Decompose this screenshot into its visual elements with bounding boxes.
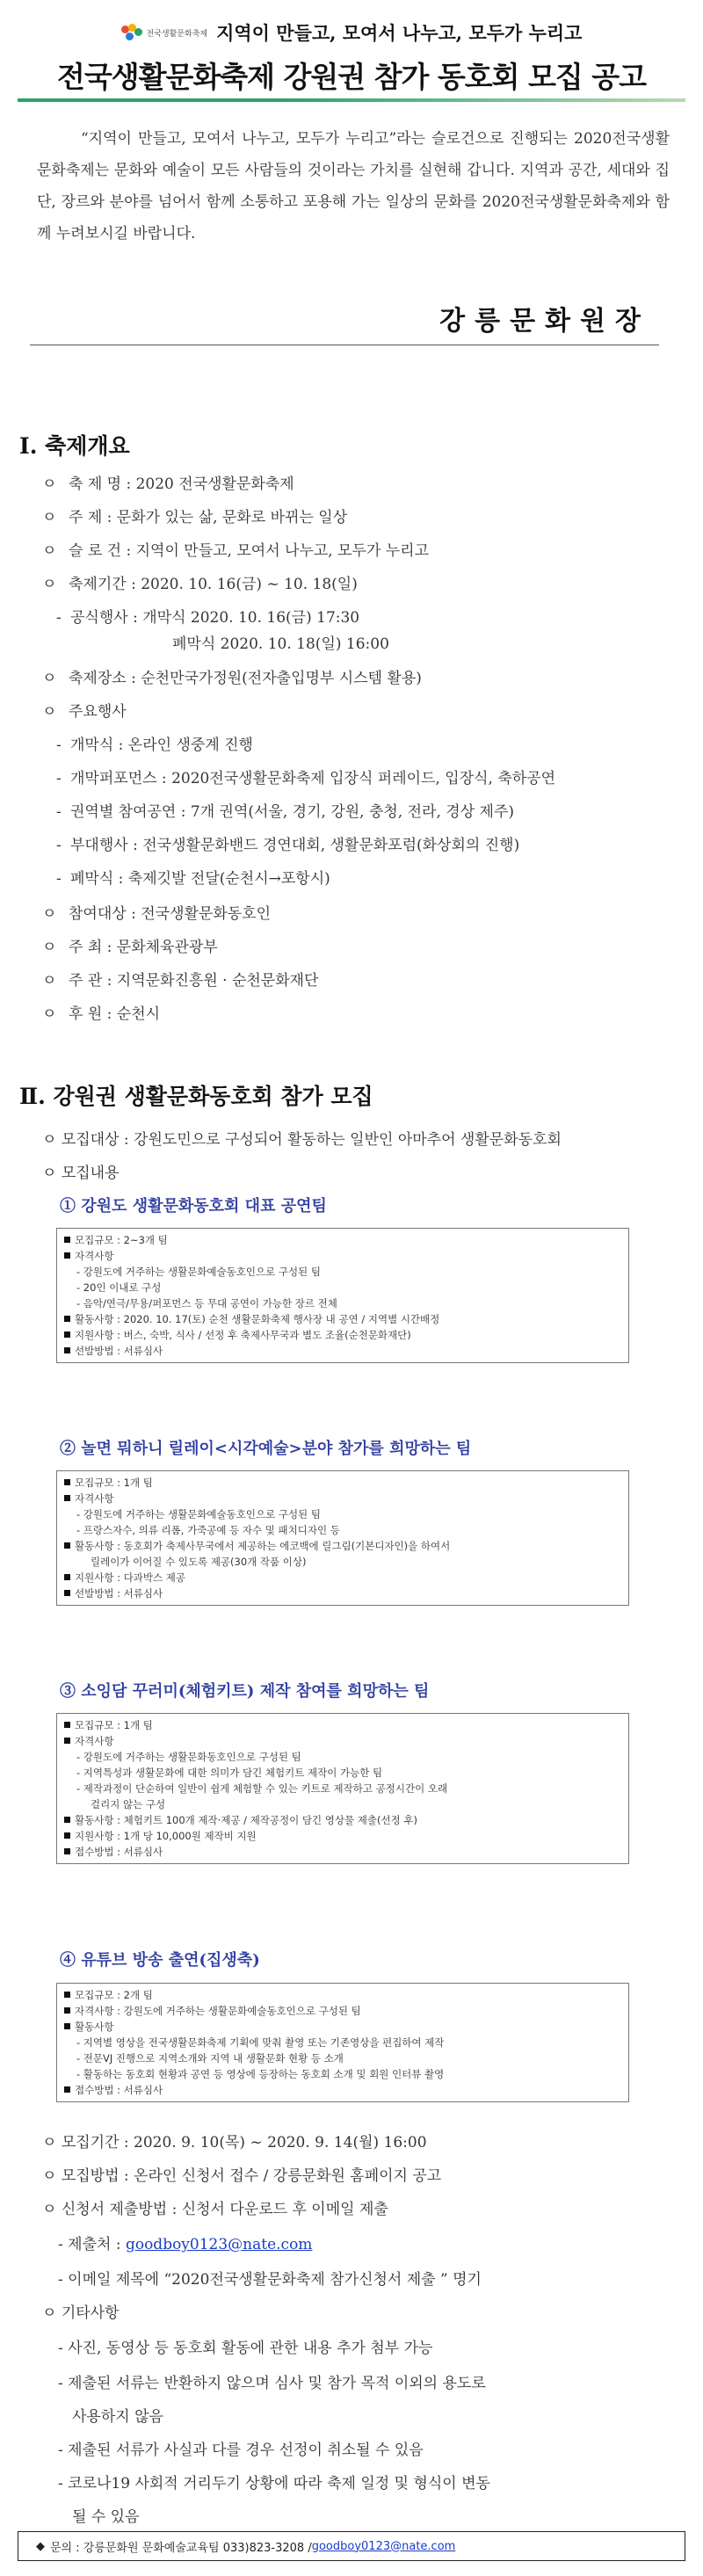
category-detail-row: [64, 1749, 621, 1765]
section-1-item: [42, 968, 318, 990]
section-1-item-text: 폐막식 : 축제깃발 전달(순천시→포항시): [70, 870, 330, 888]
square-bullet-icon: [64, 1590, 70, 1596]
category-detail-text: 모집규모 : 1개 팀: [75, 1719, 153, 1731]
category-detail-text: - 프랑스자수, 의류 리폼, 가죽공예 등 자수 및 패치디자인 등: [76, 1524, 340, 1536]
section-1-item-text: 축제기간 : 2020. 10. 16(금) ~ 10. 18(일): [69, 576, 358, 593]
etc-item: - 사진, 동영상 등 동호회 활동에 관한 내용 추가 첨부 가능: [58, 2340, 433, 2357]
contact-email-link[interactable]: goodboy0123@nate.com: [311, 2539, 456, 2553]
square-bullet-icon: [64, 1347, 70, 1353]
signature: 강릉문화원장: [439, 306, 650, 337]
category-detail-text: - 강원도에 거주하는 생활문화동호인으로 구성된 팀: [76, 1751, 301, 1763]
bullet-mark: ㅇ: [42, 703, 57, 721]
etc-item: 사용하지 않음: [72, 2408, 163, 2426]
page-title: 전국생활문화축제 강원권 참가 동호회 모집 공고: [56, 60, 646, 94]
category-title: ② 놀면 뭐하니 릴레이<시각예술>분야 참가를 희망하는 팀: [60, 1440, 472, 1458]
category-title: ③ 소잉담 꾸러미(체험키트) 제작 참여를 희망하는 팀: [60, 1682, 430, 1701]
category-detail-text: - 제작과정이 단순하여 일반이 쉽게 체험할 수 있는 키트로 제작하고 공정시간이 오래: [76, 1782, 448, 1795]
bullet-mark: ㅇ: [42, 542, 57, 560]
category-detail-text: - 20인 이내로 구성: [76, 1281, 162, 1294]
section-1-item-text: 권역별 참여공연 : 7개 권역(서울, 경기, 강원, 충청, 전라, 경상 제주): [70, 803, 514, 821]
section-1-item-text: 축제장소 : 순천만국가정원(전자출입명부 시스템 활용): [69, 670, 422, 687]
header: [0, 0, 703, 96]
section-1-item: [42, 665, 422, 687]
festival-logo-icon: [121, 24, 144, 41]
submit-email-link[interactable]: goodboy0123@nate.com: [125, 2236, 313, 2253]
bullet-mark: ㅇ: [42, 972, 57, 990]
etc-label: ㅇ 기타사항: [42, 2304, 120, 2322]
bullet-mark: ㅇ: [42, 576, 57, 593]
category-detail-row: [64, 1491, 621, 1506]
category-detail-text: - 강원도에 거주하는 생활문화예술동호인으로 구성된 팀: [76, 1266, 321, 1278]
category-detail-row: [64, 1280, 621, 1295]
category-detail-row: [64, 1232, 621, 1248]
category-detail-text: 자격사항: [75, 1735, 114, 1747]
category-detail-row: [64, 2066, 621, 2082]
square-bullet-icon: [64, 1817, 70, 1823]
category-detail-row: [64, 1506, 621, 1522]
footer-bullet-icon: ◆: [36, 2539, 45, 2553]
category-detail-row: [64, 1327, 621, 1343]
category-detail-row: [64, 1554, 621, 1570]
intro-paragraph: “지역이 만들고, 모여서 나누고, 모두가 누리고”라는 슬로건으로 진행되는 2020전국생활문화축제는 문화와 예술이 모든 사람들의 것이라는 가치를 실현해 갑니다. 지역과 공간, 세대와 집단, 장르와 분야를 넘어서 함께 소통하고 포용해 가는 일상의 문화를 2020전국생활문화축제와 함께 누려보시길 바랍니다.: [37, 130, 670, 243]
square-bullet-icon: [64, 1992, 70, 1998]
square-bullet-icon: [64, 1848, 70, 1854]
bullet-mark: -: [56, 609, 62, 627]
category-title: ① 강원도 생활문화동호회 대표 공연팀: [60, 1197, 327, 1215]
category-detail-row: [64, 1844, 621, 1860]
category-detail-text: 걸리지 않는 구성: [91, 1798, 166, 1810]
category-detail-text: 릴레이가 이어질 수 있도록 제공(30개 작품 이상): [91, 1556, 307, 1568]
category-detail-box: [56, 1983, 629, 2102]
square-bullet-icon: [64, 1316, 70, 1322]
section-1-item: [56, 605, 359, 627]
section-1-title: Ⅰ. 축제개요: [19, 433, 130, 459]
category-detail-text: 자격사항 : 강원도에 거주하는 생활문화예술동호인으로 구성된 팀: [75, 2005, 361, 2017]
square-bullet-icon: [64, 1237, 70, 1243]
category-detail-row: [64, 2035, 621, 2050]
recruit-method: ㅇ 모집방법 : 온라인 신청서 접수 / 강릉문화원 홈페이지 공고: [42, 2167, 442, 2185]
section-1-item: [172, 631, 389, 653]
bullet-mark: ㅇ: [42, 670, 57, 687]
section-1-item-text: 후 원 : 순천시: [69, 1005, 161, 1023]
bullet-mark: -: [56, 803, 62, 821]
submit-email-line: [58, 2231, 312, 2253]
bullet-mark: -: [56, 770, 62, 787]
etc-item: - 코로나19 사회적 거리두기 상황에 따라 축제 일정 및 형식이 변동: [58, 2475, 490, 2493]
category-detail-row: [64, 1343, 621, 1359]
square-bullet-icon: [64, 2023, 70, 2029]
category-detail-box: [56, 1228, 629, 1363]
bullet-mark: -: [56, 737, 62, 754]
section-1-item-text: 주 관 : 지역문화진흥원 · 순천문화재단: [69, 972, 319, 990]
category-detail-text: - 지역특성과 생활문화에 대한 의미가 담긴 체험키트 제작이 가능한 팀: [76, 1767, 383, 1779]
square-bullet-icon: [64, 2007, 70, 2014]
section-1-item-text: 주 최 : 문화체육관광부: [69, 939, 218, 956]
category-detail-text: 선발방법 : 서류심사: [75, 1587, 163, 1600]
category-detail-row: [64, 1812, 621, 1828]
bullet-mark: -: [56, 837, 62, 854]
bullet-mark: ㅇ: [42, 939, 57, 956]
bullet-mark: ㅇ: [42, 509, 57, 526]
section-2-title: Ⅱ. 강원권 생활문화동호회 참가 모집: [19, 1084, 373, 1109]
category-detail-row: [64, 2050, 621, 2066]
section-1-item-text: 주요행사: [69, 703, 127, 721]
square-bullet-icon: [64, 1332, 70, 1338]
submit-method: ㅇ 신청서 제출방법 : 신청서 다운로드 후 이메일 제출: [42, 2201, 388, 2218]
category-detail-row: [64, 1295, 621, 1311]
category-detail-row: [64, 1828, 621, 1844]
section-1-item: [42, 901, 271, 923]
section-1-item: [56, 866, 330, 888]
etc-item: - 제출된 서류가 사실과 다를 경우 선정이 취소될 수 있음: [58, 2442, 424, 2459]
square-bullet-icon: [64, 1542, 70, 1549]
section-1-item-text: 주 제 : 문화가 있는 삶, 문화로 바뀌는 일상: [69, 509, 348, 526]
recruit-target: ㅇ 모집대상 : 강원도민으로 구성되어 활동하는 일반인 아마추어 생활문화동호회: [42, 1131, 562, 1149]
category-detail-row: [64, 1987, 621, 2003]
category-detail-text: 모집규모 : 1개 팀: [75, 1477, 153, 1489]
section-1-item: [42, 699, 127, 721]
category-detail-text: 접수방법 : 서류심사: [75, 1846, 163, 1858]
section-1-item: [56, 832, 519, 854]
category-detail-text: 접수방법 : 서류심사: [75, 2084, 163, 2096]
section-1-item-text: 공식행사 : 개막식 2020. 10. 16(금) 17:30: [70, 609, 360, 627]
section-1-item: [42, 471, 294, 493]
category-detail-text: 지원사항 : 다과박스 제공: [75, 1571, 185, 1584]
category-detail-text: 모집규모 : 2~3개 팀: [75, 1234, 168, 1246]
category-detail-row: [64, 1475, 621, 1491]
square-bullet-icon: [64, 1252, 70, 1259]
category-detail-text: - 활동하는 동호회 현황과 공연 등 영상에 등장하는 동호회 소개 및 회원 인터뷰 촬영: [76, 2068, 445, 2080]
section-1-item: [42, 571, 358, 593]
section-1-item-text: 축 제 명 : 2020 전국생활문화축제: [69, 475, 294, 493]
contact-footer: [18, 2531, 685, 2561]
square-bullet-icon: [64, 1574, 70, 1580]
section-1-item-text: 개막퍼포먼스 : 2020전국생활문화축제 입장식 퍼레이드, 입장식, 축하공연: [70, 770, 556, 787]
category-detail-text: 활동사항 : 2020. 10. 17(토) 순천 생활문화축제 행사장 내 공연 / 지역별 시간배정: [75, 1313, 440, 1325]
category-detail-row: [64, 2082, 621, 2098]
category-detail-row: [64, 1781, 621, 1796]
category-detail-row: [64, 1586, 621, 1601]
category-detail-text: - 음악/연극/무용/퍼포먼스 등 무대 공연이 가능한 장르 전체: [76, 1297, 337, 1310]
square-bullet-icon: [64, 1495, 70, 1501]
email-subject-note: - 이메일 제목에 “2020전국생활문화축제 참가신청서 제출 ” 명기: [58, 2271, 482, 2289]
category-detail-text: 모집규모 : 2개 팀: [75, 1989, 153, 2001]
category-detail-row: [64, 2003, 621, 2019]
festival-logo: [121, 24, 208, 41]
category-detail-row: [64, 1522, 621, 1538]
category-detail-box: [56, 1470, 629, 1606]
section-1-item: [42, 934, 218, 956]
section-1-item: [42, 504, 347, 526]
contact-text: 문의 : 강릉문화원 문화예술교육팀 033)823-3208 /: [50, 2541, 312, 2555]
section-1-item-text: 참여대상 : 전국생활문화동호인: [69, 905, 272, 923]
slogan: 지역이 만들고, 모여서 나누고, 모두가 누리고: [216, 22, 583, 44]
category-detail-row: [64, 2019, 621, 2035]
bullet-mark: ㅇ: [42, 1005, 57, 1023]
square-bullet-icon: [64, 1479, 70, 1485]
category-detail-text: 자격사항: [75, 1492, 114, 1505]
category-detail-text: - 지역별 영상을 전국생활문화축제 기획에 맞춰 촬영 또는 기존영상을 편집하여 제작: [76, 2036, 445, 2049]
square-bullet-icon: [64, 1832, 70, 1839]
category-title: ④ 유튜브 방송 출연(집생축): [60, 1951, 260, 1970]
category-detail-row: [64, 1311, 621, 1327]
section-1-item-text: 슬 로 건 : 지역이 만들고, 모여서 나누고, 모두가 누리고: [69, 542, 430, 560]
bullet-mark: ㅇ: [42, 905, 57, 923]
category-detail-text: 활동사항 : 동호회가 축제사무국에서 제공하는 에코백에 릴그림(기본디자인)을 하여서: [75, 1540, 451, 1552]
category-detail-text: 선발방법 : 서류심사: [75, 1345, 163, 1357]
section-1-item: [42, 538, 429, 560]
category-detail-text: 자격사항: [75, 1250, 114, 1262]
recruit-period: ㅇ 모집기간 : 2020. 9. 10(목) ~ 2020. 9. 14(월) 16:00: [42, 2134, 427, 2152]
etc-item: 될 수 있음: [72, 2508, 140, 2526]
square-bullet-icon: [64, 1722, 70, 1728]
category-detail-row: [64, 1248, 621, 1264]
title-divider: [18, 98, 685, 102]
festival-logo-text: 전국생활문화축제: [146, 29, 208, 39]
section-1-item: [42, 1001, 160, 1023]
section-1-item: [56, 799, 514, 821]
category-detail-row: [64, 1717, 621, 1733]
category-detail-row: [64, 1765, 621, 1781]
recruit-content-label: ㅇ 모집내용: [42, 1165, 120, 1182]
category-detail-text: 활동사항 : 체험키트 100개 제작·제공 / 제작공정이 담긴 영상물 제출(선정 후): [75, 1814, 417, 1826]
bullet-mark: ㅇ: [42, 475, 57, 493]
category-detail-row: [64, 1733, 621, 1749]
category-detail-text: - 강원도에 거주하는 생활문화예술동호인으로 구성된 팀: [76, 1508, 321, 1520]
etc-item: - 제출된 서류는 반환하지 않으며 심사 및 참가 목적 이외의 용도로: [58, 2375, 486, 2392]
section-1-item: [56, 766, 555, 787]
category-detail-text: 활동사항: [75, 2021, 114, 2033]
category-detail-row: [64, 1796, 621, 1812]
category-detail-text: 지원사항 : 버스, 숙박, 식사 / 선정 후 축제사무국과 별도 조율(순천문화재단): [75, 1329, 411, 1341]
section-1-item-text: 부대행사 : 전국생활문화밴드 경연대회, 생활문화포럼(화상회의 진행): [70, 837, 520, 854]
category-detail-text: 지원사항 : 1개 당 10,000원 제작비 지원: [75, 1830, 257, 1842]
submit-email-label: - 제출처 :: [58, 2236, 126, 2253]
category-detail-row: [64, 1570, 621, 1586]
slogan-row: [0, 19, 703, 46]
section-1-item-text: 폐막식 2020. 10. 18(일) 16:00: [172, 635, 389, 653]
category-detail-box: [56, 1713, 629, 1864]
square-bullet-icon: [64, 2086, 70, 2093]
square-bullet-icon: [64, 1738, 70, 1744]
bullet-mark: -: [56, 870, 62, 888]
category-detail-row: [64, 1264, 621, 1280]
category-detail-row: [64, 1538, 621, 1554]
category-detail-text: - 전문VJ 진행으로 지역소개와 지역 내 생활문화 현황 등 소개: [76, 2052, 344, 2064]
section-1-item: [56, 732, 253, 754]
section-1-item-text: 개막식 : 온라인 생중계 진행: [70, 737, 253, 754]
